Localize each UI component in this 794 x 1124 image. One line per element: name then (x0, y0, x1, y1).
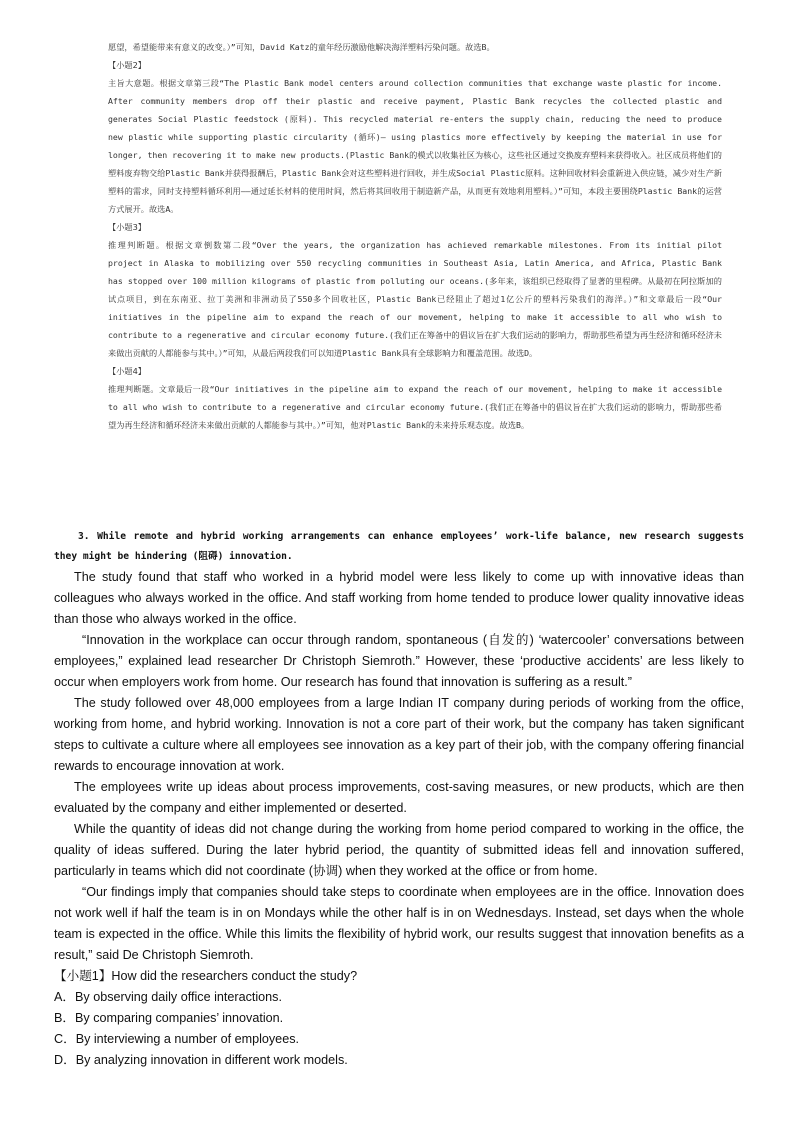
answer-1-tail: 愿望，希望能带来有意义的改变。）”可知，David Katz的童年经历激励他解决海洋塑料污染问题。故选B。 (108, 42, 495, 52)
subquestion-3-tag: 【小题3】 (108, 222, 146, 232)
question-3-title (54, 527, 744, 567)
question-3 (54, 527, 744, 1071)
passage-paragraph-6: “Our findings imply that companies should take steps to coordinate when employees are in the office. Innovation does not work well if half the team is in on Mondays while the other half is in on Wednesdays. Instead, set days when the whole team is expected in the office. While this limits the flexibility of hybrid work, our results suggest that innovation benefits as a result,” said De Christoph Siemroth. (54, 885, 744, 962)
passage-paragraph-4: The employees write up ideas about process improvements, cost-saving measures, or new products, which are then evaluated by the company and either implemented or deserted. (54, 780, 744, 815)
answer-2-explanation: 主旨大意题。根据文章第三段“The Plastic Bank model centers around collection communities that exchange waste plastic for income. After community members drop off their plastic and receive payment, Plastic Bank recycles the collected plastic and generates Social Plastic feedstock (原料). This recycled material re-enters the supply chain, reducing the need to produce new plastic while supporting plastic circularity (循环)— using plastics more effectively by keeping the material in use for longer, then recovering it to make new products.(Plastic Bank的模式以收集社区为核心，这些社区通过交换废弃塑料来获得收入。社区成员将他们的塑料废弃物交给Plastic Bank并获得报酬后，Plastic Bank会对这些塑料进行回收，并生成Social Plastic原料。这种回收材料会重新进入供应链，减少对生产新塑料的需求，同时支持塑料循环利用——通过延长材料的使用时间，然后将其回收用于制造新产品，从而更有效地利用塑料。）”可知，本段主要围绕Plastic Bank的运营方式展开。故选A。 (108, 78, 722, 214)
subquestion-2-tag: 【小题2】 (108, 60, 146, 70)
passage-paragraph-5: While the quantity of ideas did not change during the working from home period compared to working in the office, the quality of ideas suffered. During the later hybrid period, the quantity of submitted ideas fell and innovation suffered, particularly in teams which did not coordinate (协调) when they worked at the office or from home. (54, 822, 744, 878)
question-title-text: While remote and hybrid working arrangements can enhance employees’ work-life balance, new research suggests they might be hindering (阻碍) innovation. (54, 531, 744, 562)
option-d: D．By analyzing innovation in different work models. (54, 1053, 348, 1067)
passage-paragraph-1: The study found that staff who worked in a hybrid model were less likely to come up with innovative ideas than colleagues who always worked in the office. And staff working from home tended to produce lower quality innovative ideas than those who always worked in the office. (54, 570, 744, 626)
answer-3-explanation: 推理判断题。根据文章倒数第二段“Over the years, the organization has achieved remarkable milestones. From its initial pilot project in Alaska to mobilizing over 550 recycling communities in Southeast Asia, Latin America, and Africa, Plastic Bank has stopped over 100 million kilograms of plastic from polluting our oceans.(多年来，该组织已经取得了显著的里程碑。从最初在阿拉斯加的试点项目，到在东南亚、拉丁美洲和非洲动员了550多个回收社区，Plastic Bank已经阻止了超过1亿公斤的塑料污染我们的海洋。）”和文章最后一段“Our initiatives in the pipeline aim to expand the reach of our movement, helping to make it accessible to all who wish to contribute to a regenerative and circular economy future.(我们正在筹备中的倡议旨在扩大我们运动的影响力，帮助那些希望为再生经济和循环经济未来做出贡献的人都能参与其中。）”可知，从最后两段我们可以知道Plastic Bank具有全球影响力和覆盖范围。故选D。 (108, 240, 722, 358)
subquestion-1-stem: 【小题1】How did the researchers conduct the study? (54, 969, 358, 983)
option-c: C．By interviewing a number of employees. (54, 1032, 299, 1046)
answer-explanations (108, 38, 722, 434)
question-number: 3. (78, 531, 90, 542)
option-a: A．By observing daily office interactions. (54, 990, 282, 1004)
passage-paragraph-2: “Innovation in the workplace can occur through random, spontaneous (自发的) ‘watercooler’ conversations between employees,” explained lead researcher Dr Christoph Siemroth.” However, these ‘productive accidents’ are less likely to occur when employers work from home. Our research has found that innovation is suffering as a result.” (54, 633, 744, 689)
passage-paragraph-3: The study followed over 48,000 employees from a large Indian IT company during periods of working from the office, working from home, and hybrid working. Innovation is not a core part of their work, but the company has taken significant steps to cultivate a culture where all employees see innovation as a key part of their job, with the company offering financial rewards to encourage innovation at work. (54, 696, 744, 773)
answer-4-explanation: 推理判断题。文章最后一段“Our initiatives in the pipeline aim to expand the reach of our movement, helping to make it accessible to all who wish to contribute to a regenerative and circular economy future.(我们正在筹备中的倡议旨在扩大我们运动的影响力，帮助那些希望为再生经济和循环经济未来做出贡献的人都能参与其中。）”可知，他对Plastic Bank的未来持乐观态度。故选B。 (108, 384, 722, 430)
option-b: B．By comparing companies’ innovation. (54, 1011, 284, 1025)
subquestion-4-tag: 【小题4】 (108, 366, 146, 376)
